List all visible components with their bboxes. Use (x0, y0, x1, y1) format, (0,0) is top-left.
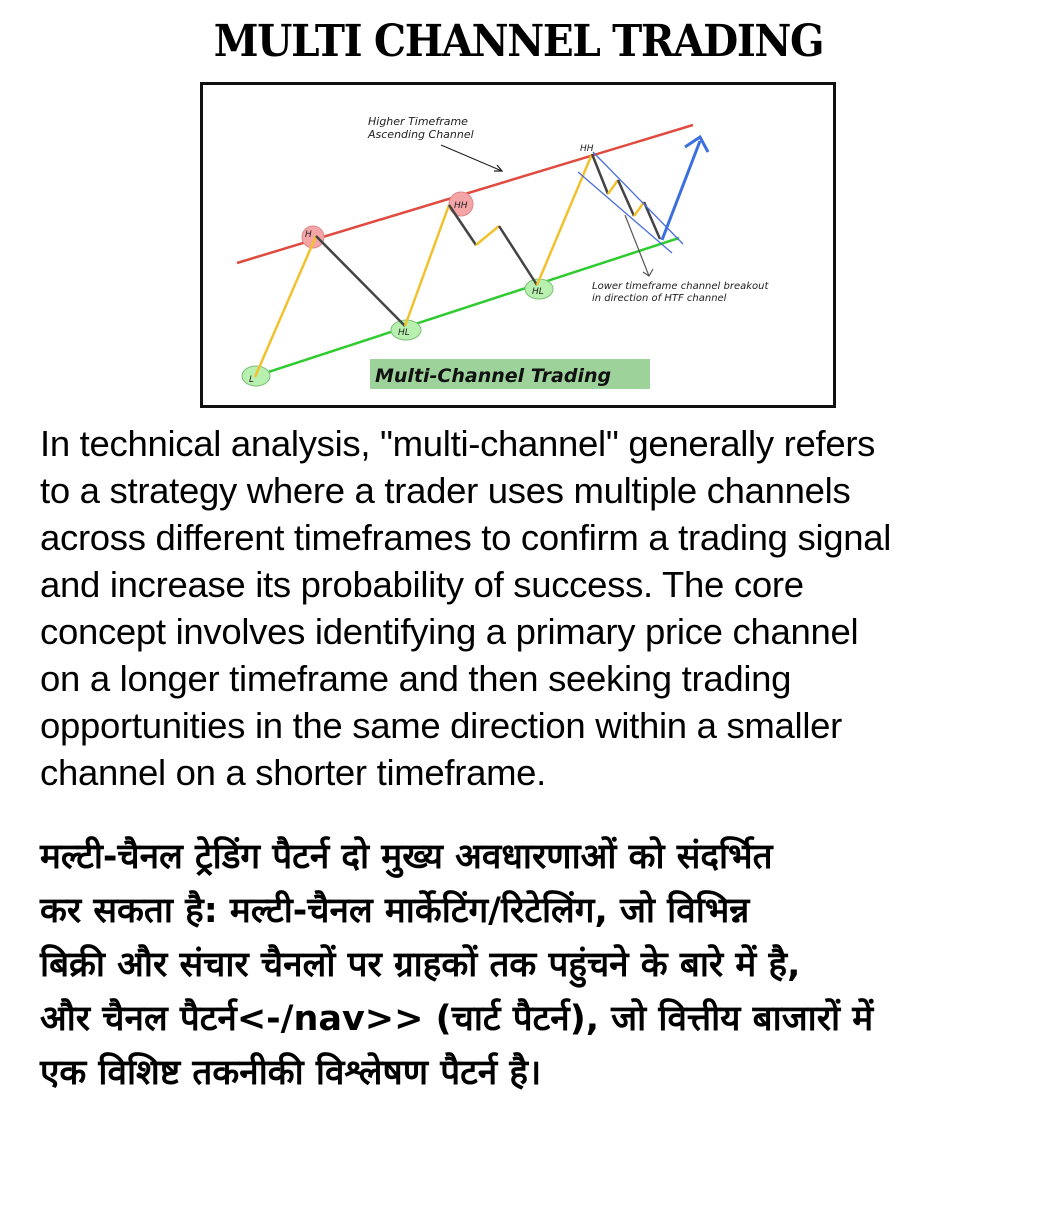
english-line: concept involves identifying a primary price channel (40, 611, 859, 652)
lower-channel-line (253, 238, 679, 377)
htf-annotation-arrow (441, 145, 502, 171)
label-l: L (249, 375, 255, 385)
multi-channel-diagram (200, 82, 836, 408)
hindi-line: बिक्री और संचार चैनलों पर ग्राहकों तक पहुंचने के बारे में है, (40, 945, 801, 985)
ltf-annotation-line-2: in direction of HTF channel (592, 293, 727, 304)
figure-caption: Multi-Channel Trading (375, 365, 612, 387)
ltf-annotation-arrow (625, 215, 649, 276)
swing-up-3 (476, 226, 499, 245)
label-hl-1: HL (398, 328, 410, 338)
page-title: MULTI CHANNEL TRADING (213, 16, 824, 67)
swing-down-3 (499, 226, 537, 285)
ltf-annotation-line-1: Lower timeframe channel breakout (592, 281, 769, 292)
swing-down-1 (316, 236, 405, 326)
hindi-line: और चैनल पैटर्न<-/nav>> (चार्ट पैटर्न), जो वित्तीय बाजारों में (40, 999, 874, 1039)
swing-up-1 (255, 236, 316, 377)
english-line: channel on a shorter timeframe. (40, 752, 547, 793)
label-hh-2: HH (580, 144, 594, 154)
english-paragraph (40, 420, 1020, 796)
ltf-up-1 (608, 180, 618, 194)
swing-up-2 (405, 205, 449, 326)
hindi-line: एक विशिष्ट तकनीकी विश्लेषण पैटर्न है। (40, 1053, 542, 1093)
english-line: opportunities in the same direction within a smaller (40, 705, 842, 746)
swing-up-4 (537, 154, 592, 285)
label-h: H (305, 230, 312, 240)
label-hl-2: HL (532, 287, 544, 297)
ltf-up-2 (634, 202, 644, 216)
htf-annotation-line-2: Ascending Channel (368, 128, 474, 141)
english-line: on a longer timeframe and then seeking trading (40, 658, 792, 699)
english-line: and increase its probability of success. The core (40, 564, 804, 605)
ltf-channel-upper (593, 152, 683, 244)
ltf-down-3 (644, 202, 660, 239)
english-line: to a strategy where a trader uses multiple channels (40, 470, 851, 511)
hindi-line: मल्टी-चैनल ट्रेडिंग पैटर्न दो मुख्य अवधारणाओं को संदर्भित (40, 837, 773, 877)
breakout-arrow-shaft (662, 141, 700, 240)
label-hh-1: HH (454, 201, 468, 211)
english-line: In technical analysis, "multi-channel" generally refers (40, 423, 876, 464)
hindi-line: कर सकता है: मल्टी-चैनल मार्केटिंग/रिटेलिंग, जो विभिन्न (40, 891, 750, 931)
htf-annotation-line-1: Higher Timeframe (368, 115, 468, 128)
english-line: across different timeframes to confirm a trading signal (40, 517, 892, 558)
hindi-paragraph (40, 830, 1000, 1100)
